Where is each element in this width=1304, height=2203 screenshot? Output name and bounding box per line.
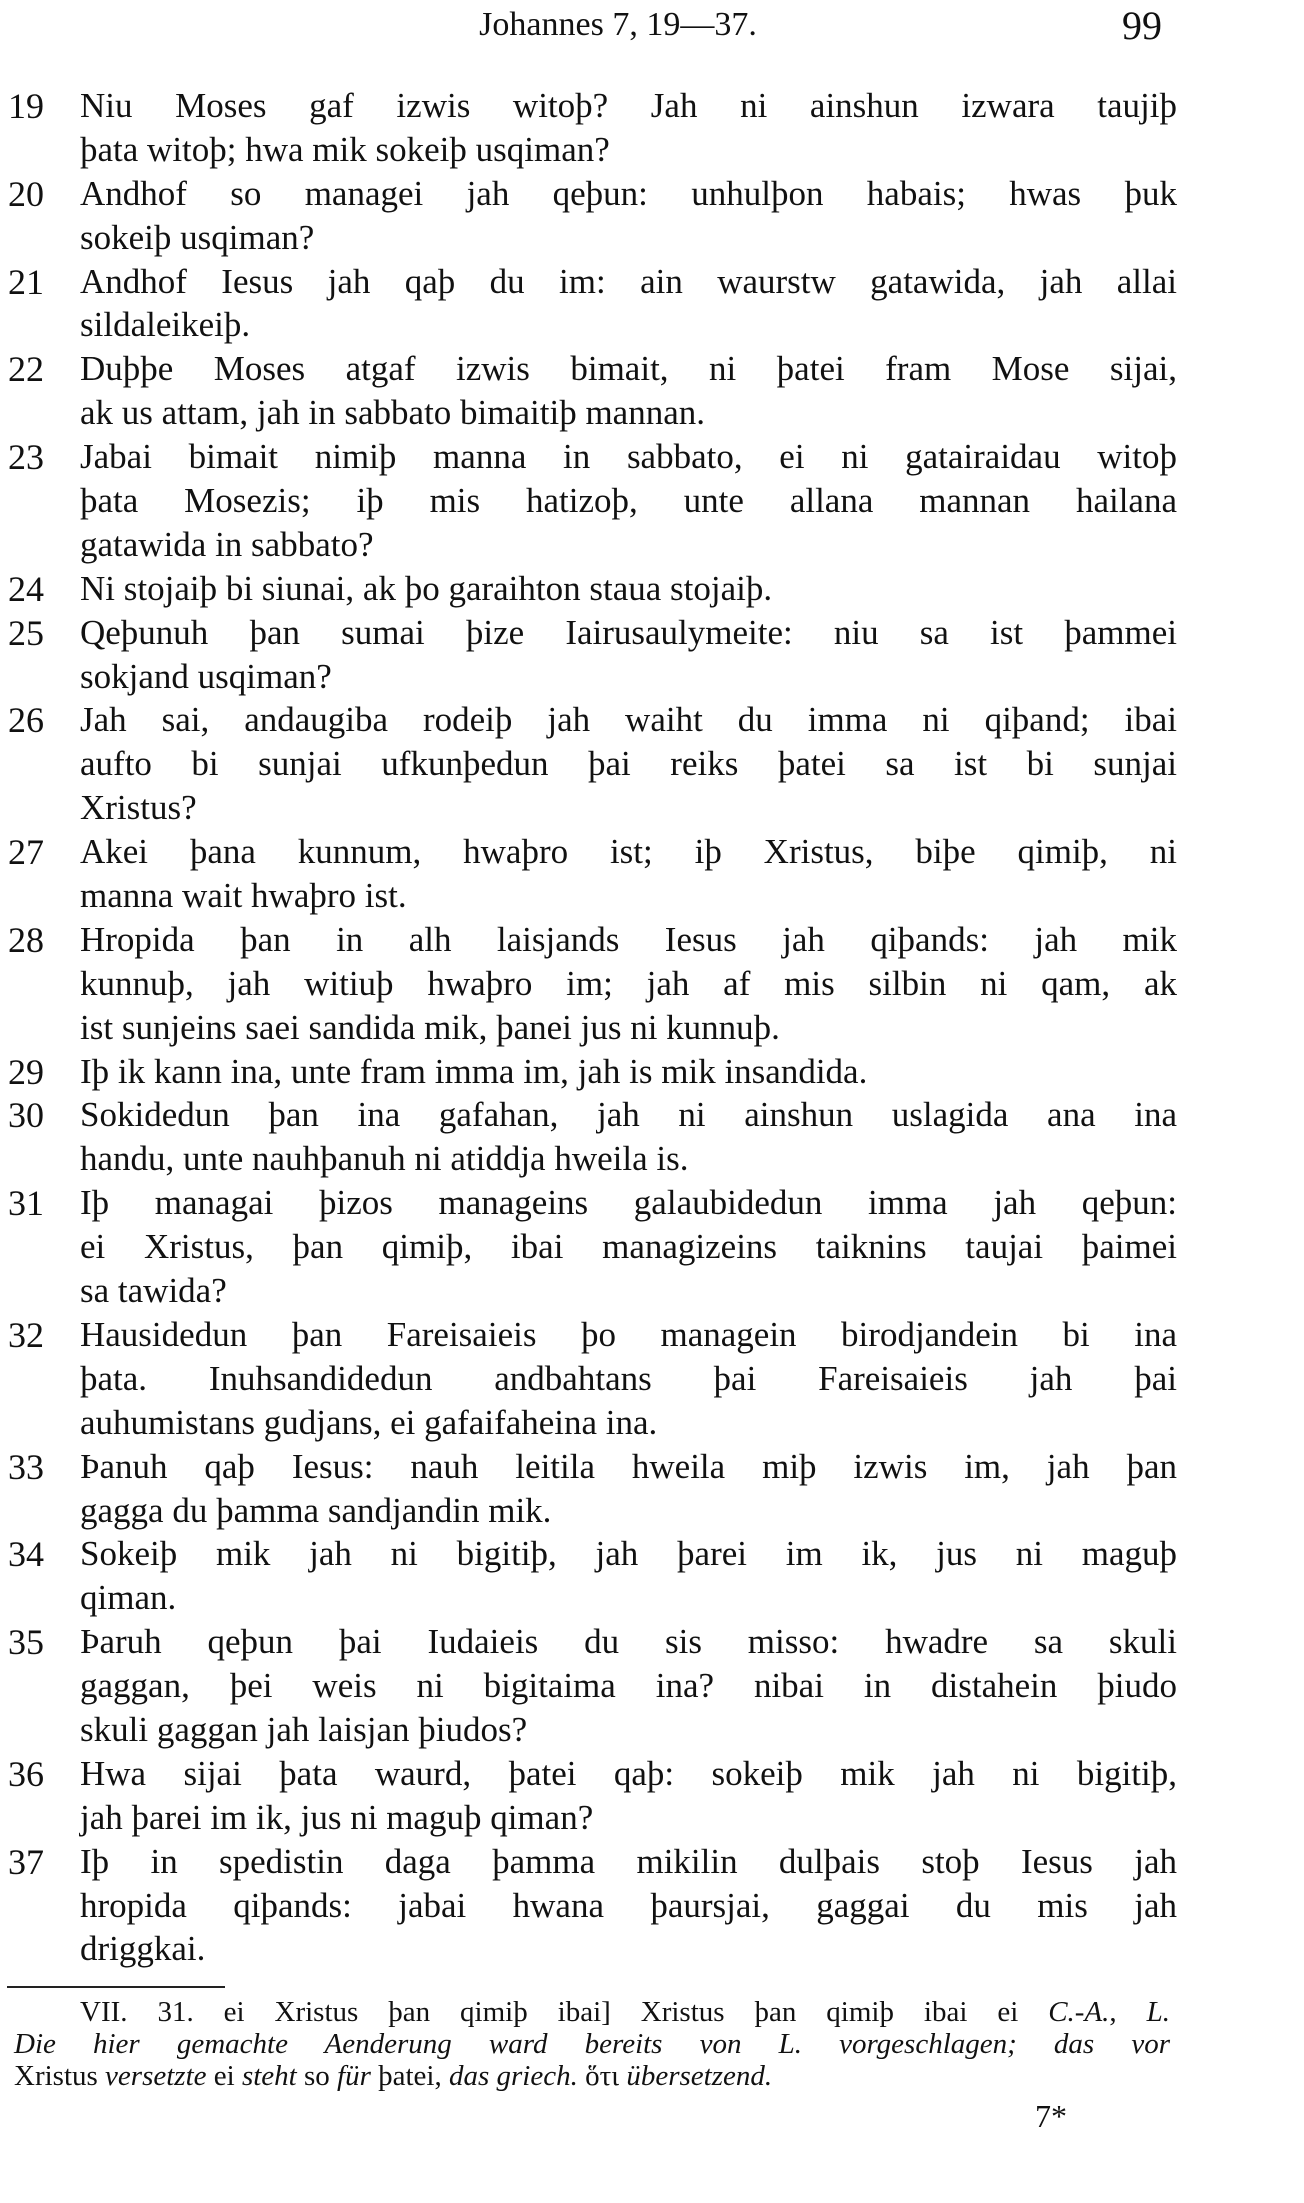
footnote-segment: Die hier gemachte Aenderung ward bereits von L. vorgeschlagen; das vor	[14, 2028, 1170, 2060]
verse-22	[0, 347, 1304, 435]
verse-23	[0, 435, 1304, 567]
verse-line: gagga du þamma sandjandin mik.	[80, 1490, 552, 1530]
footnote-segment: C.-A.	[1048, 1996, 1110, 2028]
verse-line: þata Mosezis; iþ mis hatizoþ, unte allana mannan hailana	[80, 481, 1177, 521]
verse-line: Hwa sijai þata waurd, þatei qaþ: sokeiþ mik jah ni bigitiþ,	[80, 1753, 1177, 1793]
verse-26	[0, 698, 1304, 830]
verse-line: sokjand usqiman?	[80, 656, 332, 696]
verse-number: 19	[8, 86, 44, 126]
verse-37	[0, 1840, 1304, 1972]
footnote-segment: L.	[1146, 1996, 1171, 2028]
verse-line: Iþ in spedistin daga þamma mikilin dulþais stoþ Iesus jah	[80, 1841, 1177, 1881]
verse-line: Xristus?	[80, 788, 197, 828]
footnote-segment: versetzte	[105, 2060, 214, 2092]
verse-line: qiman.	[80, 1578, 177, 1618]
verse-line: Þaruh qeþun þai Iudaieis du sis misso: hwadre sa skuli	[80, 1622, 1177, 1662]
verse-line: Akei þana kunnum, hwaþro ist; iþ Xristus, biþe qimiþ, ni	[80, 832, 1177, 872]
verse-line: ei Xristus, þan qimiþ, ibai managizeins taiknins taujai þaimei	[80, 1227, 1177, 1267]
verse-number: 36	[8, 1753, 44, 1794]
verse-number: 28	[8, 919, 44, 960]
verse-21	[0, 260, 1304, 348]
verse-number: 24	[8, 568, 44, 609]
verse-19	[0, 84, 1304, 172]
verse-line: Ni stojaiþ bi siunai, ak þo garaihton staua stojaiþ.	[80, 568, 773, 608]
verse-number: 23	[8, 437, 44, 478]
verse-number: 33	[8, 1446, 44, 1487]
footnote-segment: so	[303, 2060, 338, 2092]
verse-line: Niu Moses gaf izwis witoþ? Jah ni ainshun izwara taujiþ	[80, 86, 1177, 125]
verse-line: Iþ ik kann ina, unte fram imma im, jah is mik insandida.	[80, 1051, 868, 1091]
verse-20	[0, 172, 1304, 260]
verse-number: 34	[8, 1534, 44, 1575]
verse-33	[0, 1445, 1304, 1533]
verse-36	[0, 1752, 1304, 1840]
signature-mark: 7*	[1035, 2098, 1067, 2134]
verse-line: jah þarei im ik, jus ni maguþ qiman?	[80, 1797, 594, 1837]
verse-number: 35	[8, 1622, 44, 1663]
verse-line: sokeiþ usqiman?	[80, 217, 315, 257]
footnote-segment: das griech.	[448, 2060, 586, 2092]
verse-line: Andhof so managei jah qeþun: unhulþon habais; hwas þuk	[80, 173, 1177, 213]
verse-line: manna wait hwaþro ist.	[80, 876, 407, 916]
verse-line: Hausidedun þan Fareisaieis þo managein birodjandein bi ina	[80, 1314, 1177, 1354]
verse-line: Duþþe Moses atgaf izwis bimait, ni þatei fram Mose sijai,	[80, 349, 1177, 389]
verse-number: 30	[8, 1095, 44, 1136]
verse-line: sildaleikeiþ.	[80, 305, 251, 345]
verse-number: 37	[8, 1841, 44, 1882]
verse-number: 20	[8, 173, 44, 214]
verse-line: auhumistans gudjans, ei gafaifaheina ina.	[80, 1402, 658, 1442]
verse-line: Sokeiþ mik jah ni bigitiþ, jah þarei im ik, jus ni maguþ	[80, 1534, 1177, 1574]
page-number: 99	[1122, 3, 1162, 48]
verse-number: 29	[8, 1051, 44, 1092]
footnote-segment: ὅτι	[585, 2060, 627, 2092]
verse-30	[0, 1093, 1304, 1181]
footnote-line	[14, 2060, 1170, 2092]
verse-line: aufto bi sunjai ufkunþedun þai reiks þatei sa ist bi sunjai	[80, 744, 1177, 784]
footnote-segment: übersetzend.	[626, 2060, 773, 2092]
verse-line: handu, unte nauhþanuh ni atiddja hweila is.	[80, 1139, 689, 1179]
verse-25	[0, 611, 1304, 699]
verse-34	[0, 1532, 1304, 1620]
verse-line: þata witoþ; hwa mik sokeiþ usqiman?	[80, 129, 610, 169]
verse-line: Sokidedun þan ina gafahan, jah ni ainshun uslagida ana ina	[80, 1095, 1177, 1135]
footnote-segment: steht	[241, 2060, 304, 2092]
footnote-divider	[7, 1986, 225, 1988]
verse-line: gaggan, þei weis ni bigitaima ina? nibai in distahein þiudo	[80, 1666, 1177, 1706]
verse-31	[0, 1181, 1304, 1313]
verse-line: Jabai bimait nimiþ manna in sabbato, ei ni gatairaidau witoþ	[80, 437, 1177, 477]
footnote-segment: für	[337, 2060, 379, 2092]
verse-line: Iþ managai þizos manageins galaubidedun imma jah qeþun:	[80, 1183, 1177, 1223]
verse-line: ak us attam, jah in sabbato bimaitiþ mannan.	[80, 393, 705, 433]
footnote-segment: þatei,	[378, 2060, 449, 2092]
verse-number: 25	[8, 612, 44, 653]
verse-number: 21	[8, 261, 44, 302]
verse-line: driggkai.	[80, 1929, 206, 1969]
verse-line: þata. Inuhsandidedun andbahtans þai Fareisaieis jah þai	[80, 1358, 1177, 1398]
verse-28	[0, 918, 1304, 1050]
running-head: Johannes 7, 19—37.	[479, 6, 757, 43]
verse-number: 32	[8, 1314, 44, 1355]
verse-line: sa tawida?	[80, 1271, 227, 1311]
verse-35	[0, 1620, 1304, 1752]
verse-list	[0, 84, 1304, 1971]
verse-number: 22	[8, 349, 44, 390]
verse-line: Hropida þan in alh laisjands Iesus jah qiþands: jah mik	[80, 919, 1177, 959]
verse-line: Jah sai, andaugiba rodeiþ jah waiht du imma ni qiþand; ibai	[80, 700, 1177, 740]
verse-line: hropida qiþands: jabai hwana þaursjai, gaggai du mis jah	[80, 1885, 1177, 1925]
footnote-segment: VII. 31. ei Xristus þan qimiþ ibai] Xristus þan qimiþ ibai ei	[80, 1996, 1049, 2028]
verse-line: Qeþunuh þan sumai þize Iairusaulymeite: niu sa ist þammei	[80, 612, 1177, 652]
verse-line: skuli gaggan jah laisjan þiudos?	[80, 1709, 528, 1749]
verse-number: 26	[8, 700, 44, 741]
verse-27	[0, 830, 1304, 918]
verse-number: 27	[8, 832, 44, 873]
verse-32	[0, 1313, 1304, 1445]
verse-line: Andhof Iesus jah qaþ du im: ain waurstw gatawida, jah allai	[80, 261, 1177, 301]
footnote-line	[80, 1996, 1170, 2028]
footnote-segment: Xristus	[14, 2060, 106, 2092]
verse-29	[0, 1050, 1304, 1094]
footnote-line	[14, 2028, 1170, 2060]
footnote-segment: ,	[1109, 1996, 1147, 2028]
verse-24	[0, 567, 1304, 611]
verse-line: ist sunjeins saei sandida mik, þanei jus ni kunnuþ.	[80, 1007, 780, 1047]
verse-line: gatawida in sabbato?	[80, 524, 374, 564]
footnote-segment: ei	[213, 2060, 242, 2092]
footnote	[0, 1996, 1304, 2092]
verse-number: 31	[8, 1183, 44, 1224]
verse-line: kunnuþ, jah witiuþ hwaþro im; jah af mis silbin ni qam, ak	[80, 963, 1177, 1003]
verse-line: Þanuh qaþ Iesus: nauh leitila hweila miþ izwis im, jah þan	[80, 1446, 1177, 1486]
